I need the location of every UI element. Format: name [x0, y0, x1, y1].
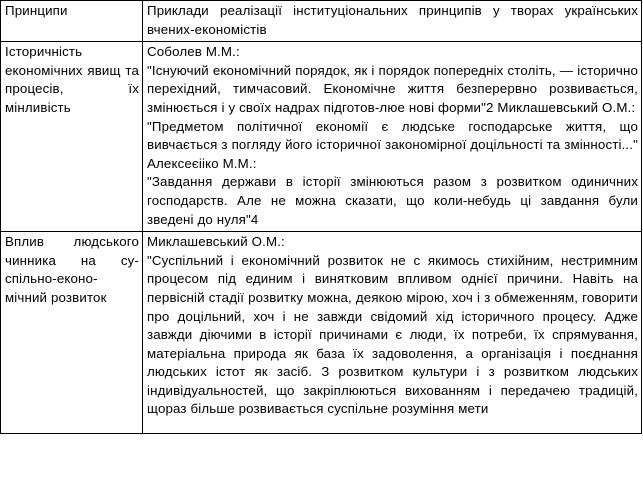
header-examples-cell	[143, 1, 642, 42]
example-quote: "Предметом політичної економії є людське господарське життя, що вивчається з погляду його історичної закономірної доцільності та змінності..." Алексеєііко М.М.:	[147, 118, 638, 171]
header-principles-cell	[1, 1, 143, 42]
table-row	[1, 42, 642, 232]
examples-cell	[143, 232, 642, 434]
example-quote: "Існуючий економічний порядок, як і порядок попередніх століть, — історично перехідний, тимчасовий. Економічне життя безперервно розвивається, змінюється і у своїх надрах підготов-люе нові форми"2 Миклашевський О.М.:	[147, 62, 638, 115]
table-header-row	[1, 1, 642, 42]
principle-text: Вплив людського чинника на су-спільно-еконо-мічний розвиток	[5, 234, 139, 305]
example-quote: "Завдання держави в історії змінюються разом з розвитком одиничних господарств. Але не можна сказати, що коли-небудь ці завдання були зведені до нуля"4	[147, 174, 638, 227]
example-author: Соболев М.М.:	[147, 44, 240, 60]
header-examples-label: Приклади реалізації інституціональних принципів у творах українських вчених-економістів	[147, 3, 638, 37]
principle-cell	[1, 42, 143, 232]
header-principles-label: Принципи	[5, 3, 68, 18]
table-row	[1, 232, 642, 434]
principle-cell	[1, 232, 143, 434]
cell-bottom-spacer	[147, 419, 638, 431]
examples-cell	[143, 42, 642, 232]
example-author: Миклашевський О.М.:	[147, 234, 285, 250]
principle-text: Історичність економічних явищ та процесів, їх мінливість	[5, 44, 139, 115]
example-quote: "Суспільний і економічний розвиток не с якимось стихійним, нестримним процесом під единим і винятковим впливом однієї причини. Навіть на первісній стадії розвитку можна, деякою мірою, хоч і з обмеженням, говорити про доцільний, хоч і не завжди свідомий хід історичного процесу. Адже завжди діючими в історії причинами є люди, їх потреби, їх спрямування, матеріальна природа як база їх задоволення, а організація і поєднання людських істот як засіб. З розвитком культури і з розвитком людських індивідуальностей, що закріплюються вихованням і передачею традицій, щораз більше розвивається суспільне розуміння мети	[147, 252, 638, 417]
